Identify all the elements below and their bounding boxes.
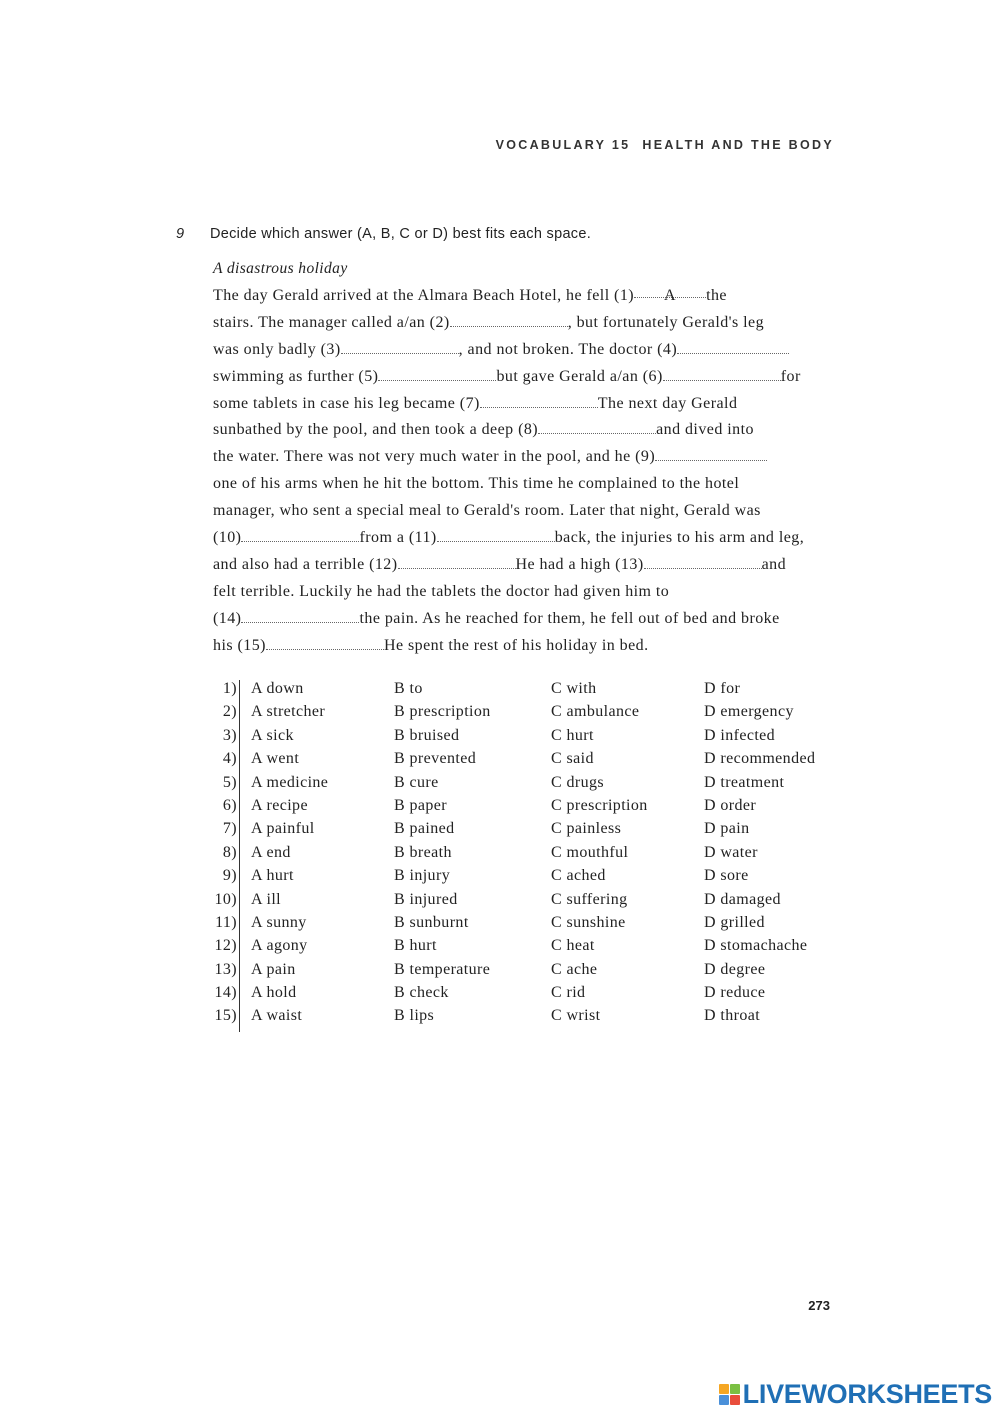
logo-square-2 [730,1384,740,1394]
option-row [200,820,840,843]
answer-1: A [664,287,677,304]
passage-line: one of his arms when he hit the bottom. This time he complained to the hotel [213,475,740,493]
option-c[interactable]: C sunshine [551,913,626,931]
logo-square-4 [730,1395,740,1405]
option-c[interactable]: C rid [551,984,586,1002]
question-number: 15) [214,1007,237,1025]
option-d[interactable]: D damaged [704,890,781,908]
answer-blank-7[interactable] [480,393,598,408]
option-a[interactable]: A went [251,750,300,768]
option-d[interactable]: D stomachache [704,937,808,955]
option-b[interactable]: B cure [394,773,439,791]
option-a[interactable]: A ill [251,890,282,908]
answer-blank-1[interactable] [634,283,706,304]
answer-blank-3[interactable] [341,339,459,354]
option-a[interactable]: A hurt [251,867,294,885]
question-number: 14) [214,984,237,1002]
story-title: A disastrous holiday [213,260,348,277]
option-a[interactable]: A hold [251,984,297,1002]
option-b[interactable]: B injury [394,867,451,885]
option-c[interactable]: C ambulance [551,703,640,721]
option-d[interactable]: D degree [704,960,766,978]
option-row [200,797,840,820]
option-a[interactable]: A stretcher [251,703,326,721]
passage-line: was only badly (3) , and not broken. The doctor (4) [213,337,833,364]
question-number: 3) [222,726,237,744]
option-a[interactable]: A waist [251,1007,303,1025]
option-row [200,727,840,750]
option-c[interactable]: C hurt [551,726,594,744]
option-d[interactable]: D water [704,843,758,861]
answer-blank-13[interactable] [644,554,762,569]
option-a[interactable]: A recipe [251,796,308,814]
page-header [496,138,834,152]
option-d[interactable]: D reduce [704,984,766,1002]
option-b[interactable]: B pained [394,820,455,838]
option-row [200,680,840,703]
passage-line: and also had a terrible (12) He had a high (13) and [213,555,787,573]
option-row [200,703,840,726]
answer-blank-14[interactable] [241,608,359,623]
option-b[interactable]: B paper [394,796,448,814]
passage-line: (10) from a (11) back, the injuries to his arm and leg, [213,529,805,547]
liveworksheets-icon [719,1384,740,1405]
option-row [200,1007,840,1030]
question-number: 4) [222,750,237,768]
question-number: 2) [222,703,237,721]
answer-blank-10[interactable] [241,527,359,542]
answer-blank-12[interactable] [398,554,516,569]
option-a[interactable]: A agony [251,937,308,955]
option-row [200,937,840,960]
exercise-instruction: Decide which answer (A, B, C or D) best fits each space. [210,226,592,242]
option-row [200,867,840,890]
option-row [200,844,840,867]
question-number: 12) [214,937,237,955]
passage-line: his (15) He spent the rest of his holiday in bed. [213,636,649,654]
logo-text: LIVEWORKSHEETS [742,1378,992,1409]
option-a[interactable]: A medicine [251,773,329,791]
answer-blank-6[interactable] [663,366,781,381]
option-d[interactable]: D recommended [704,750,816,768]
question-number: 5) [222,773,237,791]
passage-line: felt terrible. Luckily he had the tablets the doctor had given him to [213,582,670,600]
option-row [200,914,840,937]
option-b[interactable]: B bruised [394,726,460,744]
option-b[interactable]: B breath [394,843,452,861]
option-c[interactable]: C suffering [551,890,628,908]
answer-blank-8[interactable] [538,419,656,434]
option-d[interactable]: D sore [704,867,749,885]
logo-square-1 [719,1384,729,1394]
passage-line: The day Gerald arrived at the Almara Beach Hotel, he fell (1) A the [213,283,833,310]
question-number: 9) [222,867,237,885]
option-b[interactable]: B to [394,680,423,697]
option-a[interactable]: A end [251,843,291,861]
exercise-number: 9 [176,226,185,242]
option-c[interactable]: C ache [551,960,598,978]
option-row [200,750,840,773]
question-number: 10) [214,890,237,908]
option-a[interactable]: A sunny [251,913,307,931]
options-table [200,680,840,1031]
passage-line: stairs. The manager called a/an (2) , but fortunately Gerald's leg [213,313,765,331]
question-number: 8) [222,843,237,861]
logo-square-3 [719,1395,729,1405]
question-number: 7) [222,820,237,838]
option-d[interactable]: D pain [704,820,750,838]
option-row [200,961,840,984]
story-passage [213,283,833,659]
option-b[interactable]: B prescription [394,703,491,721]
passage-line: (14) the pain. As he reached for them, he fell out of bed and broke [213,609,780,627]
option-b[interactable]: B check [394,984,449,1002]
option-b[interactable]: B temperature [394,960,491,978]
option-d[interactable]: D for [704,680,741,697]
option-row [200,891,840,914]
option-a[interactable]: A down [251,680,304,697]
option-d[interactable]: D infected [704,726,776,744]
answer-blank-11[interactable] [437,527,555,542]
passage-line: the water. There was not very much water in the pool, and he (9) [213,444,833,471]
passage-line: swimming as further (5) but gave Gerald a/an (6) for [213,367,801,385]
option-row [200,984,840,1007]
question-number: 13) [214,960,237,978]
option-b[interactable]: B sunburnt [394,913,469,931]
header-topic: HEALTH AND THE BODY [642,138,834,152]
passage-line: manager, who sent a special meal to Gerald's room. Later that night, Gerald was [213,502,761,520]
option-b[interactable]: B injured [394,890,458,908]
option-row [200,774,840,797]
passage-line: some tablets in case his leg became (7) The next day Gerald [213,394,738,412]
liveworksheets-logo[interactable] [719,1377,992,1411]
question-number: 11) [215,913,237,931]
option-c[interactable]: C wrist [551,1007,601,1025]
page-number: 273 [808,1298,830,1313]
option-c[interactable]: C with [551,680,597,697]
option-b[interactable]: B prevented [394,750,477,768]
option-a[interactable]: A sick [251,726,294,744]
option-a[interactable]: A pain [251,960,296,978]
answer-blank-2[interactable] [450,312,568,327]
header-vocab: VOCABULARY 15 [495,138,631,152]
question-number: 6) [222,796,237,814]
option-c[interactable]: C mouthful [551,843,629,861]
answer-blank-15[interactable] [266,635,384,650]
option-c[interactable]: C ached [551,867,606,885]
option-c[interactable]: C drugs [551,773,605,791]
answer-blank-4[interactable] [677,339,789,354]
option-d[interactable]: D order [704,796,757,814]
passage-line: sunbathed by the pool, and then took a deep (8) and dived into [213,421,754,439]
answer-blank-9[interactable] [655,446,767,461]
option-a[interactable]: A painful [251,820,315,838]
option-d[interactable]: D emergency [704,703,794,721]
option-d[interactable]: D treatment [704,773,785,791]
option-c[interactable]: C heat [551,937,595,955]
answer-blank-5[interactable] [378,366,496,381]
question-number: 1) [222,680,237,697]
option-c[interactable]: C painless [551,820,622,838]
option-c[interactable]: C said [551,750,594,768]
option-b[interactable]: B hurt [394,937,437,955]
option-c[interactable]: C prescription [551,796,648,814]
option-d[interactable]: D throat [704,1007,761,1025]
option-d[interactable]: D grilled [704,913,765,931]
option-b[interactable]: B lips [394,1007,435,1025]
